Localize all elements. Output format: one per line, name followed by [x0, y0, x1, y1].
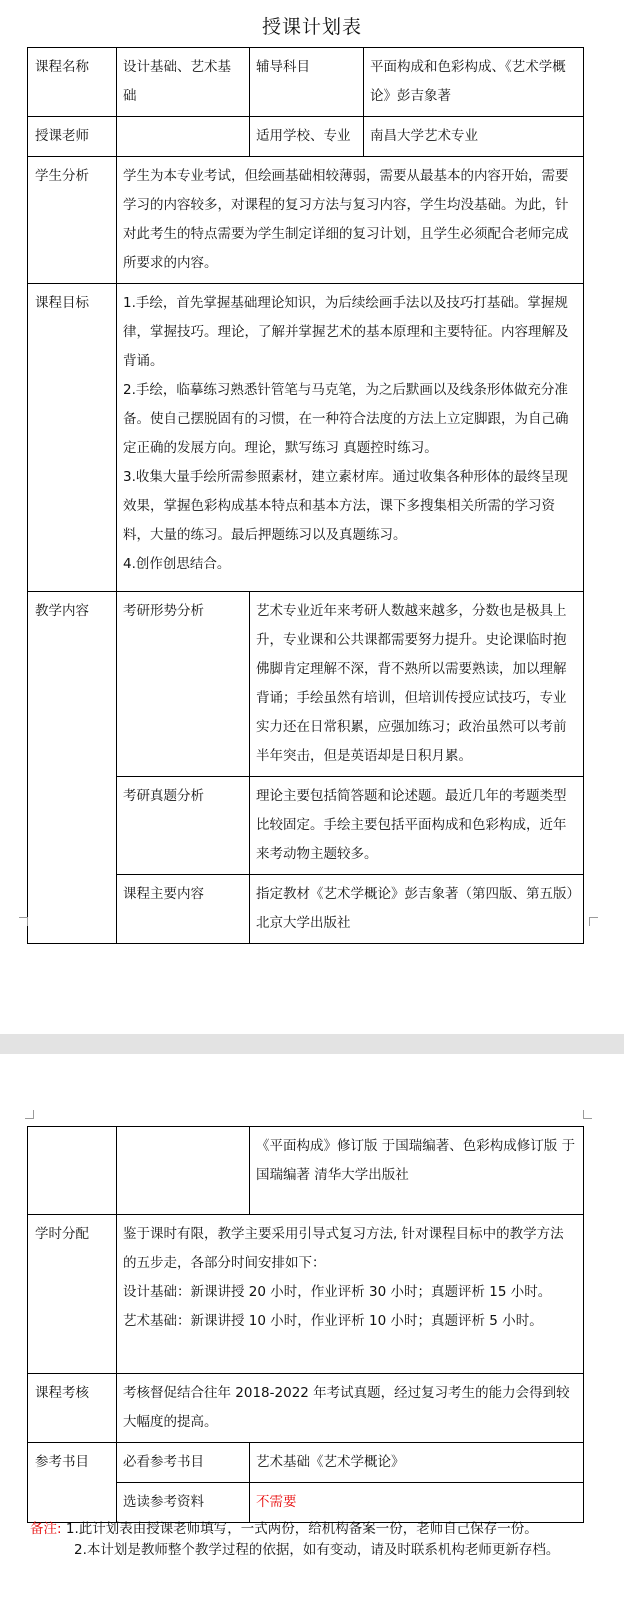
- teacher-value: [117, 117, 250, 157]
- student-analysis-text: 学生为本专业考试，但绘画基础相较薄弱，需要从最基本的内容开始，需要学习的内容较多，对课程的复习方法与复习内容，学生均没基础。为此，针对此考生的特点需要为学生制定详细的复习计划，且学生必须配合老师完成所要求的内容。: [117, 157, 584, 284]
- hours-line: 鉴于课时有限，教学主要采用引导式复习方法, 针对课程目标中的教学方法的五步走，各部分时间安排如下：: [123, 1226, 564, 1271]
- student-analysis-label: 学生分析: [28, 157, 117, 284]
- hours-line: 艺术基础：新课讲授 10 小时，作业评析 10 小时；真题评析 5 小时。: [123, 1313, 543, 1329]
- page-corner-mark: [583, 1110, 592, 1119]
- row-teaching-main-cont: [28, 1127, 584, 1215]
- page-corner-mark: [589, 917, 598, 926]
- school-value: 南昌大学艺术专业: [364, 117, 584, 157]
- subject-value: 平面构成和色彩构成、《艺术学概论》彭吉象著: [364, 48, 584, 117]
- course-goals-label: 课程目标: [28, 284, 117, 592]
- hours-label: 学时分配: [28, 1215, 117, 1374]
- row-student-analysis: [28, 157, 584, 284]
- required-refs-value: 艺术基础《艺术学概论》: [250, 1443, 584, 1483]
- row-hours: [28, 1215, 584, 1374]
- row-references-required: [28, 1443, 584, 1483]
- page-corner-mark: [25, 1110, 34, 1119]
- course-goals-text: [117, 284, 584, 592]
- school-label: 适用学校、专业: [250, 117, 364, 157]
- trend-label: 考研形势分析: [117, 592, 250, 777]
- page-gap: [0, 1034, 624, 1054]
- goal-item: 2.手绘，临摹练习熟悉针管笔与马克笔，为之后默画以及线条形体做充分准备。使自己摆脱固有的习惯，在一种符合法度的方法上立定脚跟，为自己确定正确的发展方向。理论，默写练习 真题控时练习。: [123, 382, 569, 456]
- teacher-label: 授课老师: [28, 117, 117, 157]
- assessment-text: 考核督促结合往年 2018-2022 年考试真题，经过复习考生的能力会得到较大幅度的提高。: [117, 1374, 584, 1443]
- exam-analysis-label: 考研真题分析: [117, 777, 250, 875]
- plan-table-part-2: [27, 1126, 584, 1523]
- subject-label: 辅导科目: [250, 48, 364, 117]
- teaching-content-label: 教学内容: [28, 592, 117, 944]
- optional-refs-label: 选读参考资料: [117, 1483, 250, 1523]
- exam-analysis-text: 理论主要包括简答题和论述题。最近几年的考题类型比较固定。手绘主要包括平面构成和色彩构成，近年来考动物主题较多。: [250, 777, 584, 875]
- course-name-label: 课程名称: [28, 48, 117, 117]
- row-course-name: [28, 48, 584, 117]
- plan-table-part-1: [27, 47, 584, 944]
- row-assessment: [28, 1374, 584, 1443]
- notes-section: [30, 1519, 559, 1561]
- page-title: 授课计划表: [261, 16, 362, 38]
- note-text-1: 1.此计划表由授课老师填写，一式两份，给机构备案一份，老师自己保存一份。: [65, 1521, 538, 1537]
- main-content-label: 课程主要内容: [117, 875, 250, 944]
- empty-cell: [117, 1127, 250, 1215]
- hours-text: [117, 1215, 584, 1374]
- row-course-goals: [28, 284, 584, 592]
- main-content-text: 指定教材《艺术学概论》彭吉象著（第四版、第五版）北京大学出版社: [250, 875, 584, 944]
- required-refs-label: 必看参考书目: [117, 1443, 250, 1483]
- empty-cell: [28, 1127, 117, 1215]
- goal-item: 3.收集大量手绘所需参照素材，建立素材库。通过收集各种形体的最终呈现效果，掌握色彩构成基本特点和基本方法，课下多搜集相关所需的学习资料，大量的练习。最后押题练习以及真题练习。: [123, 469, 568, 543]
- assessment-label: 课程考核: [28, 1374, 117, 1443]
- goal-item: 4.创作创思结合。: [123, 556, 231, 572]
- trend-text: 艺术专业近年来考研人数越来越多，分数也是极具上升，专业课和公共课都需要努力提升。史论课临时抱佛脚肯定理解不深，背不熟所以需要熟读，加以理解背诵；手绘虽然有培训，但培训传授应试技巧，专业实力还在日常积累，应强加练习；政治虽然可以考前半年突击，但是英语却是日积月累。: [250, 592, 584, 777]
- goal-item: 1.手绘，首先掌握基础理论知识，为后续绘画手法以及技巧打基础。掌握规律，掌握技巧。理论，了解并掌握艺术的基本原理和主要特征。内容理解及背诵。: [123, 295, 569, 369]
- hours-line: 设计基础：新课讲授 20 小时，作业评析 30 小时；真题评析 15 小时。: [123, 1284, 552, 1300]
- optional-refs-value: 不需要: [250, 1483, 584, 1523]
- course-name-value: 设计基础、艺术基础: [117, 48, 250, 117]
- row-teacher: [28, 117, 584, 157]
- row-teaching-trend: [28, 592, 584, 777]
- page-corner-mark: [19, 917, 28, 926]
- note-text-2: 2.本计划是教师整个教学过程的依据，如有变动，请及时联系机构老师更新存档。: [74, 1542, 560, 1558]
- main-content-text-cont: 《平面构成》修订版 于国瑞编著、色彩构成修订版 于国瑞编著 清华大学出版社: [250, 1127, 584, 1215]
- notes-label: 备注:: [30, 1521, 62, 1537]
- references-label: 参考书目: [28, 1443, 117, 1523]
- note-line-1: [30, 1519, 559, 1540]
